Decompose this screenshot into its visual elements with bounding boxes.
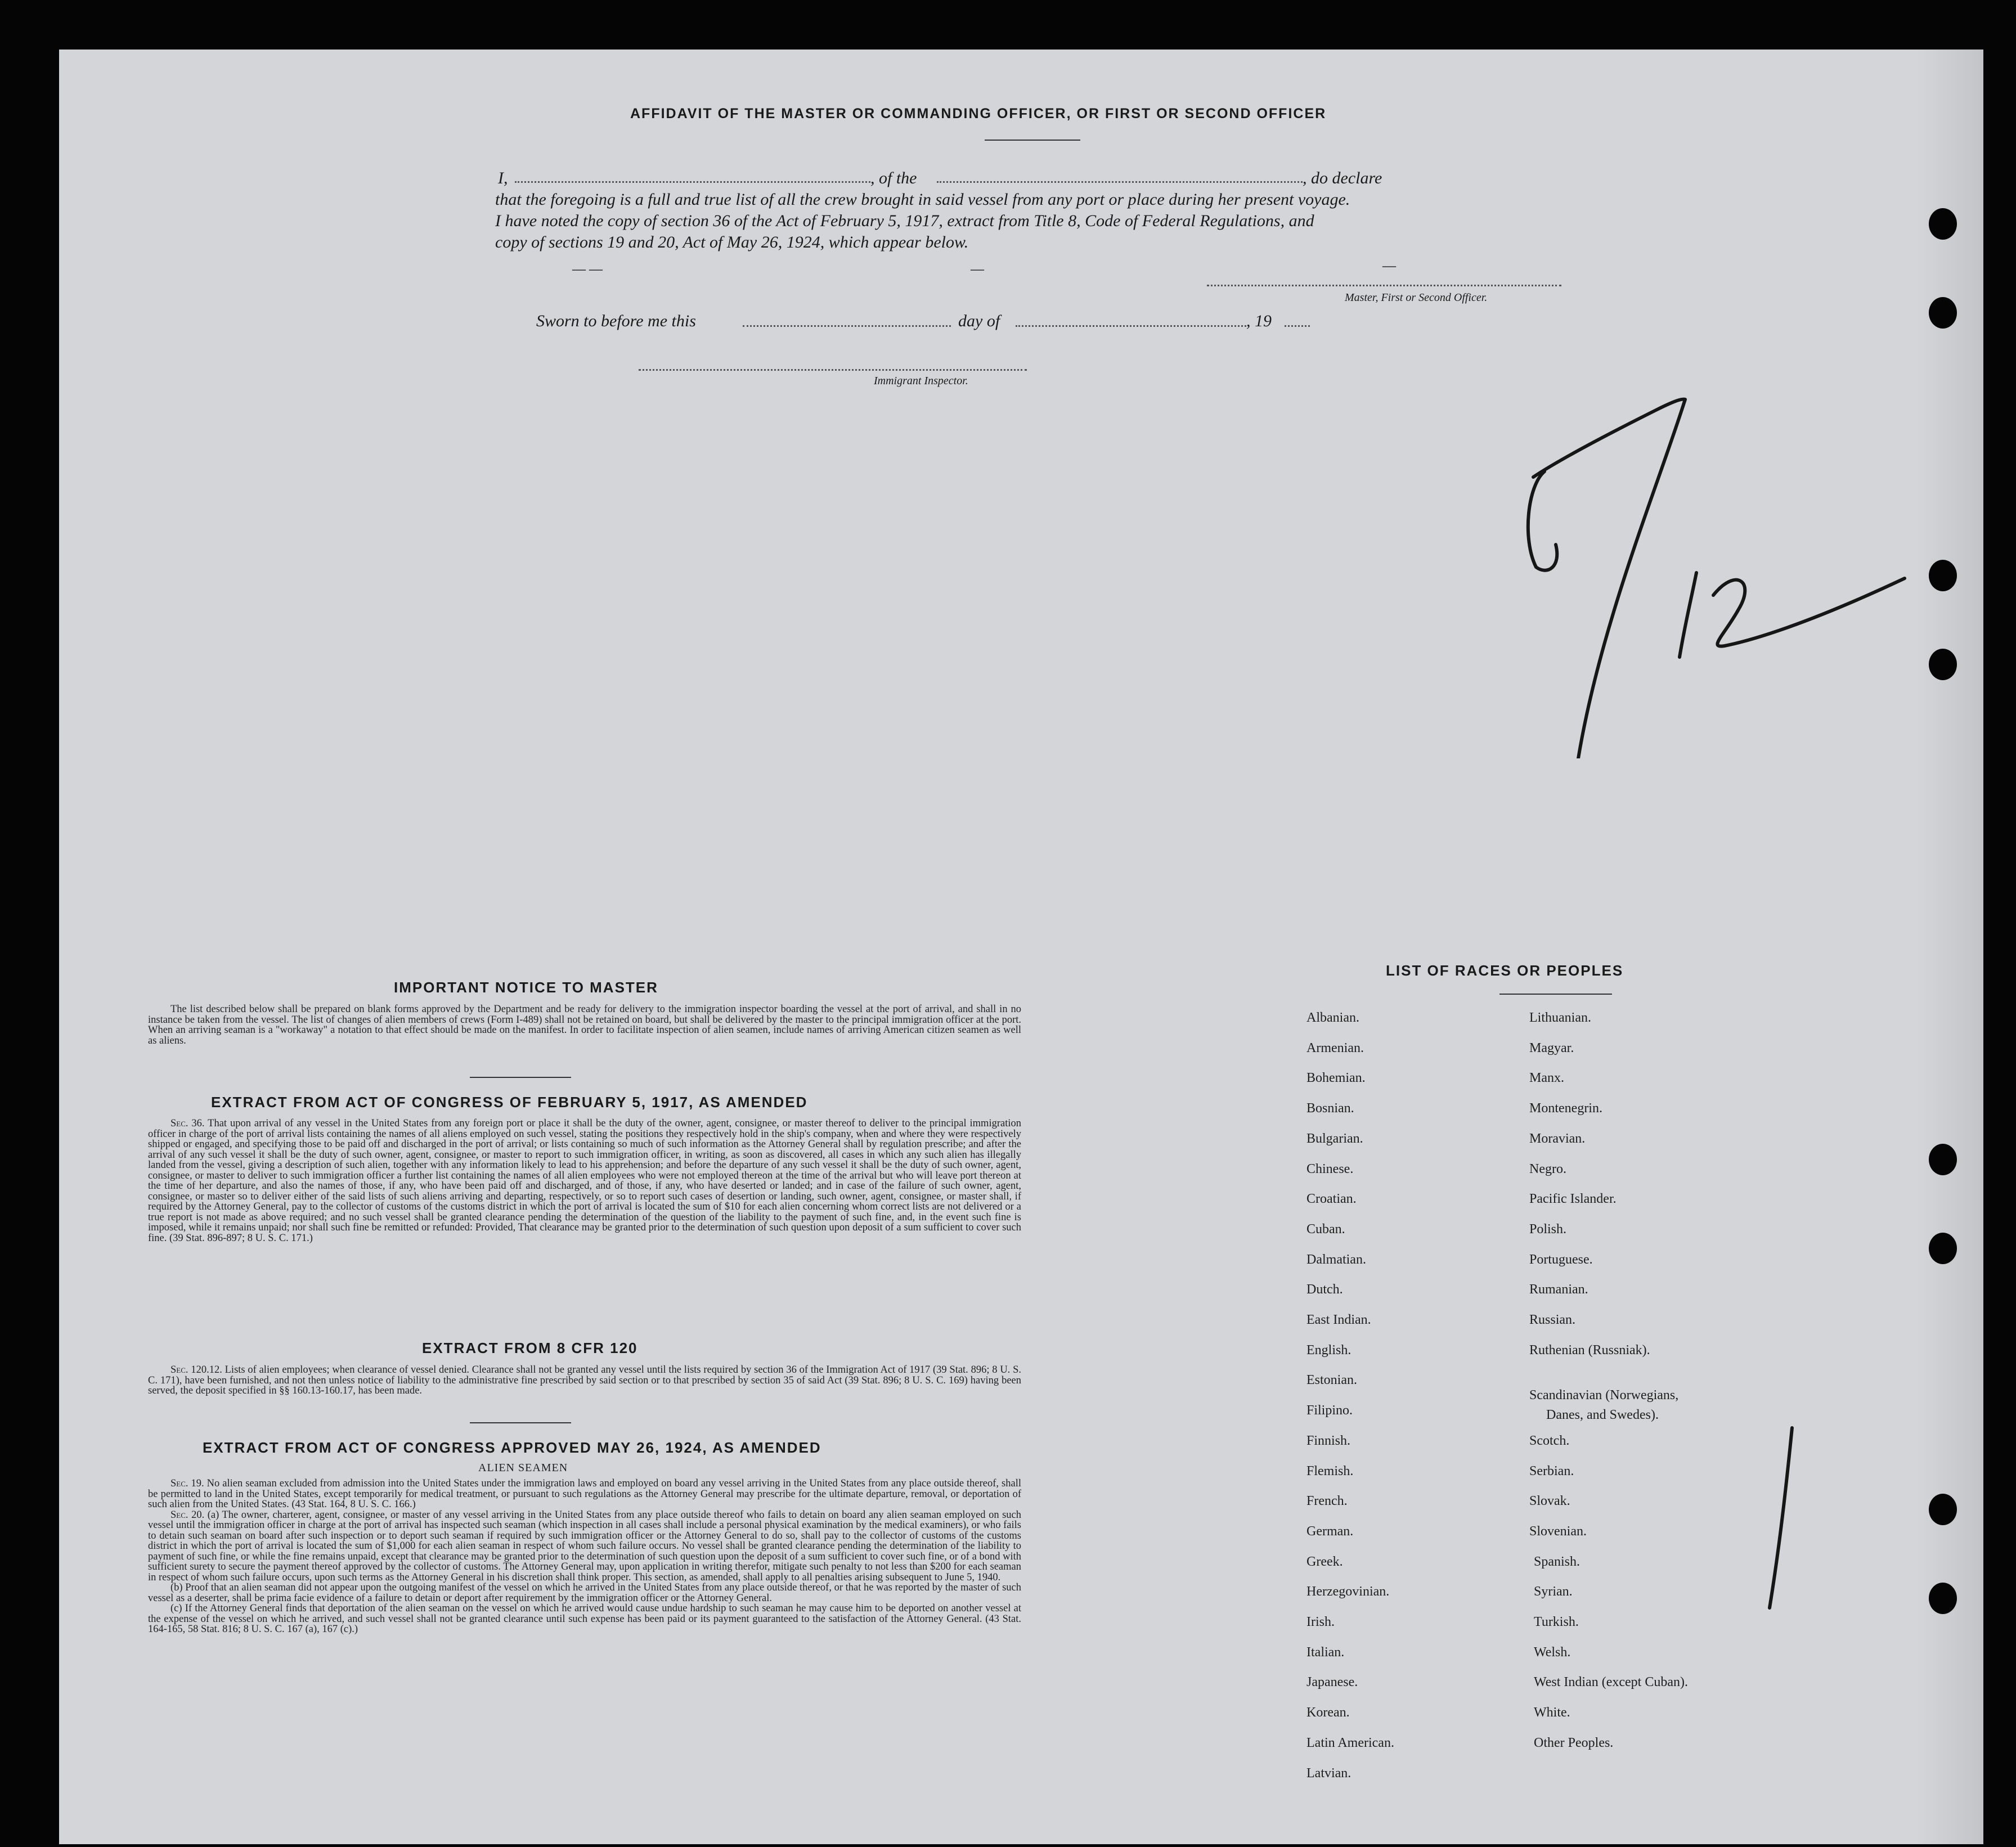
sworn-text: Sworn to before me this xyxy=(536,312,696,330)
race-item: Polish. xyxy=(1529,1221,1567,1237)
affidavit-title-rule xyxy=(985,140,1080,141)
handwritten-tally xyxy=(1758,1422,1803,1614)
extract-8cfr-body: Sec. 120.12. Lists of alien employees; when clearance of vessel denied. Clearance shall not be granted any vessel until the lists required by section 36 of the Immigration Act of 1917 (39 Stat. 896; 8 U. S. C. 171), have been furnished, and not then unless notice of liability to the administrative fine prescribed by said section or to that prescribed by section 35 of said Act (39 Stat. 896; 8 U. S. C. 169) having been served, the deposit specified in §§ 160.13-160.17, has been made. xyxy=(148,1364,1022,1396)
extract-8cfr-title: EXTRACT FROM 8 CFR 120 xyxy=(422,1340,638,1356)
race-item: Moravian. xyxy=(1529,1131,1586,1146)
race-item: Herzegovinian. xyxy=(1306,1584,1390,1599)
races-title-rule xyxy=(1499,994,1612,995)
binder-hole xyxy=(1929,1233,1957,1264)
extract-1917-title: EXTRACT FROM ACT OF CONGRESS OF FEBRUARY 5, 1917, AS AMENDED xyxy=(211,1094,808,1111)
binder-hole xyxy=(1929,208,1957,240)
affidavit-line1-declare: , do declare xyxy=(1303,169,1382,187)
sec-20-label: Sec. 20. xyxy=(170,1509,205,1521)
race-item: Magyar. xyxy=(1529,1040,1574,1055)
race-item: Greek. xyxy=(1306,1554,1343,1569)
race-item: Portuguese. xyxy=(1529,1252,1593,1267)
races-title: LIST OF RACES OR PEOPLES xyxy=(1386,962,1624,979)
signature-line[interactable] xyxy=(1207,285,1561,286)
sec-120-label: Sec. 120.12. xyxy=(170,1364,222,1376)
race-item: Flemish. xyxy=(1306,1463,1354,1479)
affidavit-line1-i: I, xyxy=(498,169,508,187)
extract-1924-title: EXTRACT FROM ACT OF CONGRESS APPROVED MAY 26, 1924, AS AMENDED xyxy=(203,1439,821,1456)
race-item: French. xyxy=(1306,1494,1348,1509)
race-item: Bohemian. xyxy=(1306,1071,1366,1086)
race-item: Russian. xyxy=(1529,1313,1576,1327)
race-item: German. xyxy=(1306,1524,1354,1539)
extract-1917-body: Sec. 36. That upon arrival of any vessel in the United States from any foreign port or place it shall be the duty of the owner, agent, consignee, or master thereof to deliver to the principal immigration officer in charge of the port of arrival lists containing the names of all aliens employed on such vessel, stating the positions they respectively hold in the ship's company, when and where they were respectively shipped or engaged, and specifying those to be paid off and discharged in the port of arrival; or lists containing so much of such information as the Attorney General shall by regulation prescribe; and after the arrival of any such vessel it shall be the duty of such owner, agent, consignee, or master to report to such immigration officer, in writing, as soon as discovered, all cases in which any such alien has illegally landed from the vessel, giving a description of such alien, together with any information likely to lead to his apprehension; and before the departure of any such vessel it shall be the duty of such owner, agent, consignee, or master to deliver to such immigration officer a further list containing the names of all alien employees who were not employed thereon at the time of the arrival but who will leave port thereon at the time of her departure, and also the names of those, if any, who have been paid off and discharged, and of those, if any, who have deserted or landed; and in case of the failure of such owner, agent, consignee, or master so to deliver either of the said lists of such aliens arriving and departing, respectively, or so to report such cases of desertion or landing, such owner, agent, consignee, or master shall, if required by the Attorney General, pay to the collector of customs of the customs district in which the port of arrival is located the sum of $10 for each alien concerning whom correct lists are not delivered or a true report is not made as above required; and no such vessel shall be granted clearance pending the determination of the question of the liability to the payment of such fine, and, in the event such fine is imposed, while it remains unpaid; nor shall such fine be remitted or refunded: Provided, That clearance may be granted prior to the determination of such question upon deposit of a sum sufficient to cover such fine. (39 Stat. 896-897; 8 U. S. C. 171.) xyxy=(148,1118,1021,1244)
race-item: Dalmatian. xyxy=(1306,1252,1366,1267)
race-item: Scotch. xyxy=(1529,1433,1570,1448)
race-item: White. xyxy=(1534,1705,1570,1720)
race-item: Negro. xyxy=(1529,1161,1566,1176)
race-item: Rumanian. xyxy=(1529,1282,1588,1297)
race-item: Slovenian. xyxy=(1529,1524,1587,1539)
affidavit-line2: that the foregoing is a full and true list of all the crew brought in said vessel from any port or place during her present voyage. xyxy=(495,190,1350,209)
race-item: Latvian. xyxy=(1306,1765,1352,1781)
scan-mark: — xyxy=(971,262,984,277)
sworn-day-blank[interactable] xyxy=(743,325,951,327)
race-item: Albanian. xyxy=(1306,1010,1359,1025)
race-item: Estonian. xyxy=(1306,1373,1357,1388)
sec-36-label: Sec. 36. xyxy=(170,1118,205,1129)
race-item: Spanish. xyxy=(1534,1554,1581,1569)
race-item: Scandinavian (Norwegians, xyxy=(1529,1388,1679,1403)
race-item: Bulgarian. xyxy=(1306,1131,1363,1146)
binder-hole xyxy=(1929,560,1957,591)
race-item: Japanese. xyxy=(1306,1675,1358,1690)
extract-1924-body: Sec. 19. No alien seaman excluded from admission into the United States under the immigration laws and employed on board any vessel arriving in the United States from any place outside thereof, shall be permitted to land in the United States, except temporarily for medical treatment, or pursuant to such regulations as the Attorney General may prescribe for the ultimate departure, removal, or deportation of such alien from the United States. (43 Stat. 164, 8 U. S. C. 166.) Sec. 20. (a) The owner, charterer, agent, consignee, or master of any vessel arriving in the United States from any place outside thereof who fails to detain on board any alien seaman employed on such vessel until the immigration officer in charge at the port of arrival has inspected such seaman (which inspection in all cases shall include a personal physical examination by the medical examiners), or who fails to detain such seaman on board after such inspection or to deport such seaman if required by such immigration officer or the Attorney General to do so, shall pay to the collector of customs of the customs district in which the port of arrival is located the sum of $1,000 for each alien seaman in respect of whom such failure occurs. No vessel shall be granted clearance pending the determination of the liability to payment of such fine, or while the fine remains unpaid, except that clearance may be granted prior to the determination of such question upon the deposit of a sum sufficient to cover such fine, or of a bond with sufficient surety to secure the payment thereof approved by the collector of customs. The Attorney General may, upon application in writing therefor, mitigate such penalty to not less than $200 for each seaman in respect of whom such failure occurs, upon such terms as the Attorney General in his discretion shall think proper. This section, as amended, shall apply to all penalties arising subsequent to June 5, 1940. (b) Proof that an alien seaman did not appear upon the outgoing manifest of the vessel on which he arrived in the United States from any place outside thereof, or that he was reported by the master of such vessel as a deserter, shall be prima facie evidence of a failure to detain or deport after requirement by the immigration officer or the Attorney General. (c) If the Attorney General finds that deportation of the alien seaman on the vessel on which he arrived would cause undue hardship to such seaman he may cause him to be deported on another vessel at the expense of the vessel on which he arrived, and such vessel shall not be granted clearance until such expense has been paid or its payment guaranteed to the satisfaction of the Attorney General. (43 Stat. 164-165, 58 Stat. 816; 8 U. S. C. 167 (a), 167 (c).) xyxy=(148,1478,1022,1635)
race-item: Danes, and Swedes). xyxy=(1546,1408,1659,1423)
sworn-year-blank[interactable] xyxy=(1285,325,1310,327)
extract-8cfr-rule xyxy=(470,1422,571,1423)
race-item: Korean. xyxy=(1306,1705,1350,1720)
race-item: Ruthenian (Russniak). xyxy=(1529,1342,1650,1358)
inspector-label: Immigrant Inspector. xyxy=(874,375,968,387)
affidavit-vessel-blank[interactable] xyxy=(937,181,1303,183)
race-item: Manx. xyxy=(1529,1071,1564,1086)
race-item: Latin American. xyxy=(1306,1735,1394,1750)
race-item: Other Peoples. xyxy=(1534,1735,1614,1750)
race-item: Filipino. xyxy=(1306,1403,1353,1418)
race-item: Serbian. xyxy=(1529,1463,1574,1479)
sec-19-label: Sec. 19. xyxy=(170,1478,204,1489)
notice-rule xyxy=(470,1077,571,1078)
binder-hole xyxy=(1929,1144,1957,1175)
race-item: Cuban. xyxy=(1306,1221,1345,1237)
scan-mark: — xyxy=(1382,259,1396,273)
race-item: Italian. xyxy=(1306,1644,1345,1660)
inspector-signature-line[interactable] xyxy=(639,369,1027,371)
race-item: Turkish. xyxy=(1534,1615,1579,1629)
handwritten-fraction xyxy=(1488,387,1916,758)
race-item: Armenian. xyxy=(1306,1040,1364,1055)
race-item: Lithuanian. xyxy=(1529,1010,1591,1025)
binder-hole xyxy=(1929,1494,1957,1525)
race-item: Pacific Islander. xyxy=(1529,1192,1617,1207)
document-page xyxy=(59,50,1983,1844)
sworn-day-of: day of xyxy=(958,312,1000,330)
binder-hole xyxy=(1929,297,1957,329)
race-item: English. xyxy=(1306,1342,1352,1358)
affidavit-line4: copy of sections 19 and 20, Act of May 26, 1924, which appear below. xyxy=(495,233,969,251)
notice-title: IMPORTANT NOTICE TO MASTER xyxy=(394,979,658,996)
race-item: Montenegrin. xyxy=(1529,1101,1602,1116)
race-item: West Indian (except Cuban). xyxy=(1534,1675,1688,1690)
race-item: Slovak. xyxy=(1529,1494,1570,1509)
race-item: Croatian. xyxy=(1306,1192,1357,1207)
affidavit-line3: I have noted the copy of section 36 of the Act of February 5, 1917, extract from Title 8, Code of Federal Regulations, and xyxy=(495,212,1314,230)
race-item: Welsh. xyxy=(1534,1644,1571,1660)
alien-seamen-subtitle: ALIEN SEAMEN xyxy=(478,1462,568,1474)
affidavit-title: AFFIDAVIT OF THE MASTER OR COMMANDING OFFICER, OR FIRST OR SECOND OFFICER xyxy=(630,106,1327,122)
binder-hole xyxy=(1929,1583,1957,1614)
race-item: Syrian. xyxy=(1534,1584,1573,1599)
race-item: Dutch. xyxy=(1306,1282,1343,1297)
scan-mark: — — xyxy=(572,262,603,277)
sworn-month-blank[interactable] xyxy=(1016,325,1246,327)
affidavit-name-blank[interactable] xyxy=(515,181,870,183)
notice-body: The list described below shall be prepared on blank forms approved by the Department and be ready for delivery to the immigration inspector boarding the vessel at the port of arrival, and shall in no instance be taken from the vessel. The list of changes of alien members of crews (Form I-489) shall not be retained on board, but shall be delivered by the master to the principal immigration officer at the port. When an arriving seaman is a "workaway" a notation to that effect should be made on the manifest. In order to facilitate inspection of alien seamen, include names of arriving American citizen seamen as well as aliens. xyxy=(148,1004,1021,1046)
race-item: East Indian. xyxy=(1306,1313,1371,1327)
binder-hole xyxy=(1929,649,1957,680)
race-item: Bosnian. xyxy=(1306,1101,1354,1116)
race-item: Irish. xyxy=(1306,1615,1335,1629)
affidavit-line1-of-the: , of the xyxy=(870,169,917,187)
race-item: Finnish. xyxy=(1306,1433,1351,1448)
signature-label: Master, First or Second Officer. xyxy=(1345,291,1488,304)
sworn-year-prefix: , 19 xyxy=(1246,312,1272,330)
race-item: Chinese. xyxy=(1306,1161,1354,1176)
